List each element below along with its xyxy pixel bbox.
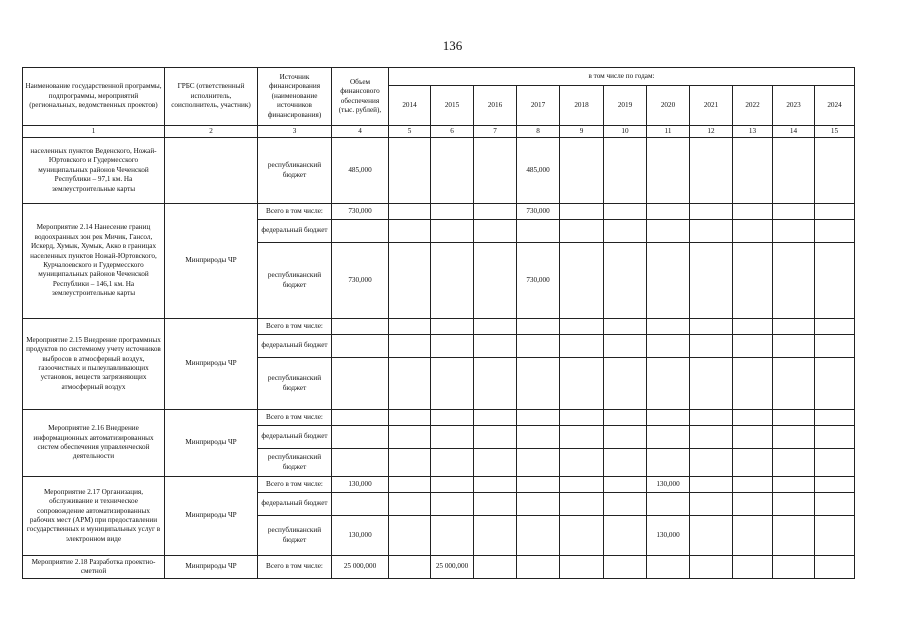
year-2015-cell: 25 000,000	[431, 556, 474, 579]
funding-source: федеральный бюджет	[258, 493, 332, 516]
budget-table	[22, 67, 855, 579]
header-year: 2023	[773, 86, 815, 126]
header-year: 2020	[647, 86, 690, 126]
funding-source: федеральный бюджет	[258, 220, 332, 243]
grbs-cell	[165, 138, 258, 204]
measure-name: Мероприятие 2.14 Нанесение границ водоохранных зон рек Мичик, Гансол, Искерд, Хумык, Хумык, Акко в границах населенных пунктов Ножай-Юртовского, Курчалоевского и Гудермесского муниципальных районов Чеченской Республики – 146,1 км. На землеустроительные карты	[23, 204, 165, 319]
measure-name: Мероприятие 2.15 Внедрение программных продуктов по системному учету источников выбросов в атмосферный воздух, газоочистных и пылеулавливающих установок, веществ загрязняющих атмосферный воздух	[23, 319, 165, 410]
year-2017-cell: 730,000	[517, 204, 560, 220]
year-2017-cell: 485,000	[517, 138, 560, 204]
header-year: 2018	[560, 86, 604, 126]
year-2017-cell: 730,000	[517, 243, 560, 319]
column-index: 7	[474, 126, 517, 138]
column-index: 4	[332, 126, 389, 138]
measure-name: Мероприятие 2.18 Разработка проектно-сметной	[23, 556, 165, 579]
header-year: 2022	[733, 86, 773, 126]
header-source: Источник финансирования (наименование источников финансирования)	[258, 68, 332, 126]
header-year: 2014	[389, 86, 431, 126]
funding-source: Всего в том числе:	[258, 556, 332, 579]
column-index: 5	[389, 126, 431, 138]
funding-source: Всего в том числе:	[258, 204, 332, 220]
column-index: 13	[733, 126, 773, 138]
year-2020-cell: 130,000	[647, 516, 690, 556]
funding-source: Всего в том числе:	[258, 319, 332, 335]
table-row	[23, 410, 855, 426]
table-row	[23, 204, 855, 220]
header-year: 2024	[815, 86, 855, 126]
column-index: 15	[815, 126, 855, 138]
measure-name: Мероприятие 2.16 Внедрение информационных автоматизированных систем обеспечения управленческой деятельности	[23, 410, 165, 477]
column-index: 1	[23, 126, 165, 138]
funding-source: республиканский бюджет	[258, 243, 332, 319]
funding-source: республиканский бюджет	[258, 138, 332, 204]
table-row	[23, 138, 855, 204]
volume-cell: 485,000	[332, 138, 389, 204]
header-years-group: в том числе по годам:	[389, 68, 855, 86]
column-index: 11	[647, 126, 690, 138]
funding-source: федеральный бюджет	[258, 426, 332, 449]
column-index: 3	[258, 126, 332, 138]
column-index: 9	[560, 126, 604, 138]
funding-source: Всего в том числе:	[258, 477, 332, 493]
measure-name: Мероприятие 2.17 Организация, обслуживание и техническое сопровождение автоматизированных рабочих мест (АРМ) при предоставлении государственных и муниципальных услуг в электронном виде	[23, 477, 165, 556]
volume-cell: 730,000	[332, 204, 389, 220]
column-index: 6	[431, 126, 474, 138]
funding-source: республиканский бюджет	[258, 449, 332, 477]
volume-cell: 130,000	[332, 477, 389, 493]
volume-cell: 130,000	[332, 516, 389, 556]
header-volume: Объем финансового обеспечения (тыс. рублей),	[332, 68, 389, 126]
volume-cell: 730,000	[332, 243, 389, 319]
grbs-cell: Минприроды ЧР	[165, 410, 258, 477]
header-year: 2019	[604, 86, 647, 126]
table-row	[23, 556, 855, 579]
funding-source: федеральный бюджет	[258, 335, 332, 358]
column-index: 12	[690, 126, 733, 138]
grbs-cell: Минприроды ЧР	[165, 556, 258, 579]
grbs-cell: Минприроды ЧР	[165, 204, 258, 319]
funding-source: республиканский бюджет	[258, 516, 332, 556]
header-grbs: ГРБС (ответственный исполнитель, соисполнитель, участник)	[165, 68, 258, 126]
table-row	[23, 319, 855, 335]
header-name: Наименование государственной программы, подпрограммы, мероприятий (региональных, ведомственных проектов)	[23, 68, 165, 126]
header-year: 2015	[431, 86, 474, 126]
header-year: 2017	[517, 86, 560, 126]
measure-name: населенных пунктов Веденского, Ножай-Юртовского и Гудермесского муниципальных районов Чеченской Республики – 97,1 км. На землеустроительные карты	[23, 138, 165, 204]
column-index: 2	[165, 126, 258, 138]
column-index: 14	[773, 126, 815, 138]
grbs-cell: Минприроды ЧР	[165, 477, 258, 556]
header-year: 2016	[474, 86, 517, 126]
funding-source: Всего в том числе:	[258, 410, 332, 426]
table-row	[23, 477, 855, 493]
year-2020-cell: 130,000	[647, 477, 690, 493]
funding-source: республиканский бюджет	[258, 358, 332, 410]
page-number: 136	[442, 38, 463, 53]
column-index: 8	[517, 126, 560, 138]
volume-cell: 25 000,000	[332, 556, 389, 579]
column-index: 10	[604, 126, 647, 138]
grbs-cell: Минприроды ЧР	[165, 319, 258, 410]
header-year: 2021	[690, 86, 733, 126]
